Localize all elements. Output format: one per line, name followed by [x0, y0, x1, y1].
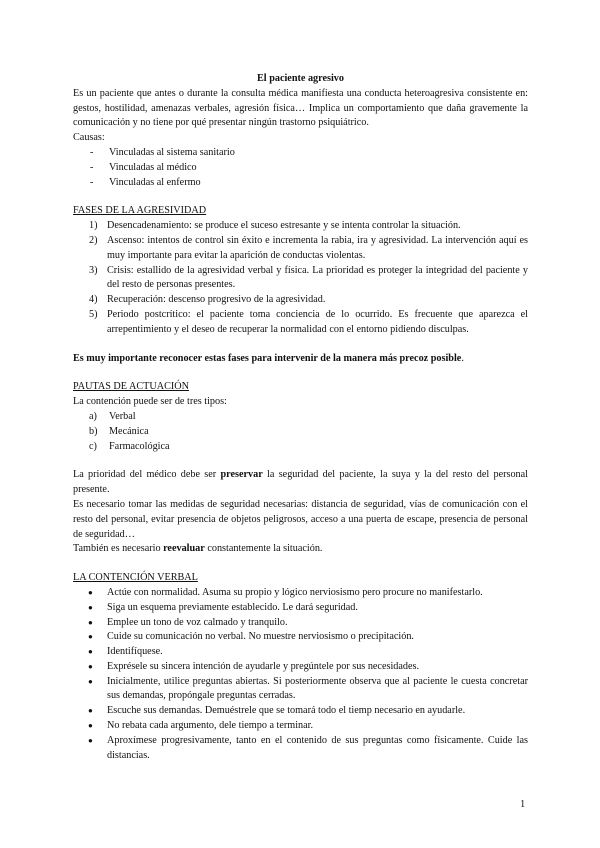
item-text: Desencadenamiento: se produce el suceso estresante y se intenta controlar la situación.: [107, 220, 461, 232]
item-number: 2): [89, 234, 98, 246]
list-item: ● Inicialmente, utilice preguntas abiertas. Si posteriormente observa que al paciente le cuesta concretar sus demandas, propóngale preguntas cerradas.: [73, 675, 528, 705]
list-item: ● Escuche sus demandas. Demuéstrele que se tomará todo el tiemp necesario en ayudarle.: [73, 704, 528, 719]
reevaluate-paragraph: También es necesario reevaluar constantemente la situación.: [73, 543, 323, 555]
list-item: [73, 308, 528, 338]
list-item: ● No rebata cada argumento, dele tiempo a terminar.: [73, 719, 528, 734]
list-item: ● Aproxímese progresivamente, tanto en el contenido de sus preguntas como físicamente. Cuide las distancias.: [73, 734, 528, 764]
list-item: ● Emplee un tono de voz calmado y tranquilo.: [73, 616, 528, 631]
list-item: ● Actúe con normalidad. Asuma su propio y lógico nerviosismo pero procure no manifestarlo.: [73, 586, 528, 601]
list-item: - Vinculadas al médico: [73, 161, 528, 176]
page-number: 1: [520, 799, 526, 810]
item-number: 1): [89, 220, 98, 232]
causes-list: [73, 146, 528, 190]
list-item: ● Identifíquese.: [73, 645, 528, 660]
item-letter: c): [89, 440, 97, 452]
item-letter: a): [89, 410, 97, 422]
item-text: Periodo postcrítico: el paciente toma conciencia de lo ocurrido. Es frecuente que aparezca el arrepentimiento y el deseo de recuperar la normalidad con el entorno pidiendo disculpas.: [107, 308, 528, 335]
document-title: El paciente agresivo: [257, 73, 344, 84]
list-item: [73, 293, 528, 308]
item-number: 3): [89, 264, 98, 276]
item-text: Crisis: estallido de la agresividad verbal y física. La prioridad es proteger la integridad del paciente y del resto de personas presentes.: [107, 264, 528, 291]
priority-paragraph: La prioridad del médico debe ser preservar la seguridad del paciente, la suya y la del resto del personal presente.: [73, 469, 528, 496]
containment-types-list: [73, 410, 528, 454]
measures-paragraph: Es necesario tomar las medidas de seguridad necesarias: distancia de seguridad, vías de comunicación con el resto del personal, evitar presencia de objetos peligrosos, acceso a una puerta de escape, presencia de personal de seguridad…: [73, 498, 528, 540]
list-item: [73, 219, 528, 234]
phases-heading: FASES DE LA AGRESIVIDAD: [73, 205, 207, 217]
list-item: - Vinculadas al sistema sanitario: [73, 146, 528, 161]
item-text: Verbal: [109, 410, 136, 422]
list-item: ● Siga un esquema previamente establecido. Le dará seguridad.: [73, 601, 528, 616]
verbal-containment-heading: LA CONTENCIÓN VERBAL: [73, 572, 198, 584]
item-text: Mecánica: [109, 425, 149, 437]
list-item: [73, 264, 528, 294]
list-item: - Vinculadas al enfermo: [73, 176, 528, 191]
guidelines-heading: PAUTAS DE ACTUACIÓN: [73, 381, 189, 393]
phases-list: [73, 219, 528, 337]
item-number: 4): [89, 294, 98, 306]
item-text: Ascenso: intentos de control sin éxito e incrementa la rabia, ira y agresividad. La intervención aquí es muy importante para evitar la aparición de conductas violentas.: [107, 234, 528, 261]
causes-label: Causas:: [73, 132, 105, 144]
document-page: [73, 72, 528, 763]
verbal-containment-list: [73, 586, 528, 764]
item-text: Farmacológica: [109, 440, 170, 452]
list-item: [73, 410, 528, 425]
containment-intro: La contención puede ser de tres tipos:: [73, 396, 227, 408]
list-item: [73, 440, 528, 455]
intro-paragraph: Es un paciente que antes o durante la consulta médica manifiesta una conducta heteroagresiva consistente en: gestos, hostilidad, amenazas verbales, agresión física… Implica un comportamiento que daña gravemente la comunicación y no tiene por qué presentar ningún trastorno psiquiátrico.: [73, 87, 528, 129]
list-item: [73, 234, 528, 264]
list-item: [73, 425, 528, 440]
important-note: Es muy importante reconocer estas fases para intervenir de la manera más precoz posible.: [73, 352, 464, 364]
list-item: ● Exprésele su sincera intención de ayudarle y pregúntele por sus necesidades.: [73, 660, 528, 675]
list-item: ● Cuide su comunicación no verbal. No muestre nerviosismo o precipitación.: [73, 630, 528, 645]
item-number: 5): [89, 308, 98, 320]
item-letter: b): [89, 425, 98, 437]
item-text: Recuperación: descenso progresivo de la agresividad.: [107, 294, 326, 306]
